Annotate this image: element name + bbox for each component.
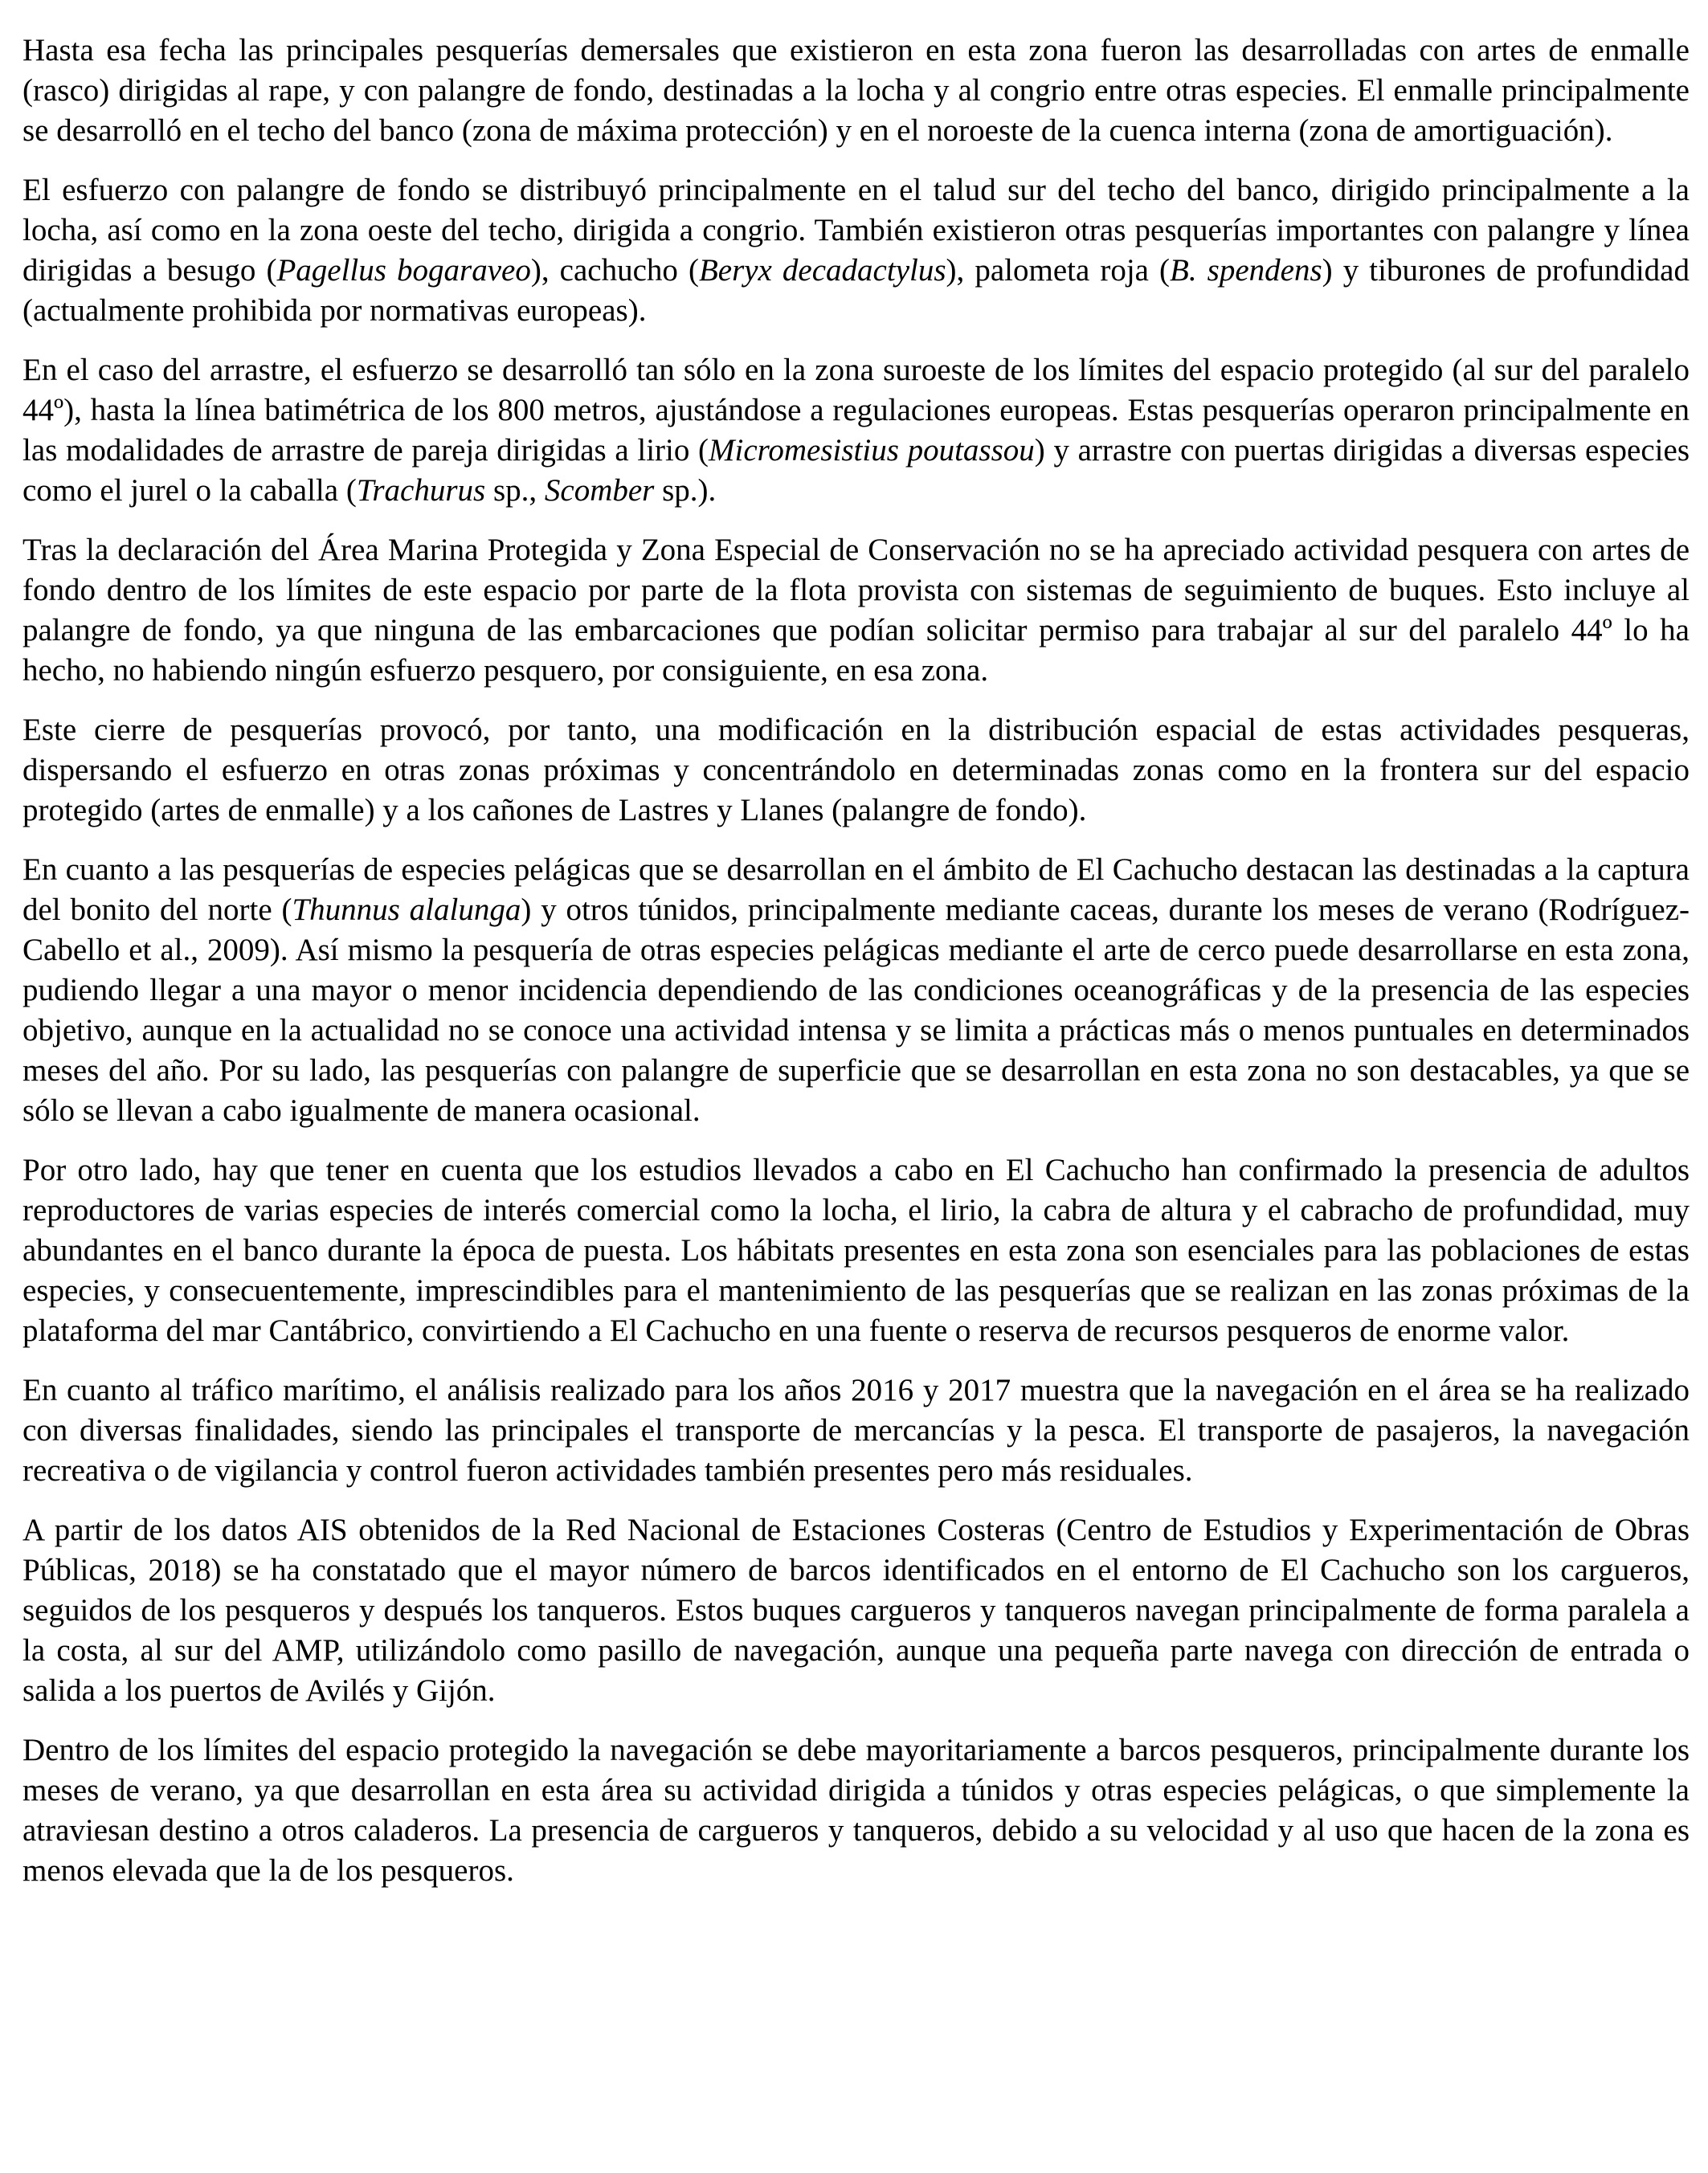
species-name: Pagellus bogaraveo (276, 253, 531, 288)
paragraph-text: Dentro de los límites del espacio protegido la navegación se debe mayoritariamente a barcos pesqueros, principalmente durante los meses de verano, ya que desarrollan en esta área su actividad dirigida a túnidos y otras especies pelágicas, o que simplemente la atraviesan destino a otros caladeros. La presencia de cargueros y tanqueros, debido a su velocidad y al uso que hacen de la zona es menos elevada que la de los pesqueros. (22, 1733, 1690, 1888)
paragraph-text: Hasta esa fecha las principales pesquerías demersales que existieron en esta zona fueron las desarrolladas con artes de enmalle (rasco) dirigidas al rape, y con palangre de fondo, destinadas a la locha y al congrio entre otras especies. El enmalle principalmente se desarrolló en el techo del banco (zona de máxima protección) y en el noroeste de la cuenca interna (zona de amortiguación). (22, 33, 1690, 148)
paragraph-text: En cuanto al tráfico marítimo, el análisis realizado para los años 2016 y 2017 muestra que la navegación en el área se ha realizado con diversas finalidades, siendo las principales el transporte de mercancías y la pesca. El transporte de pasajeros, la navegación recreativa o de vigilancia y control fueron actividades también presentes pero más residuales. (22, 1373, 1690, 1488)
species-name: Micromesistius poutassou (709, 433, 1035, 468)
paragraph-text: ) y otros túnidos, principalmente mediante caceas, durante los meses de verano (Rodríguez-Cabello et al., 2009). Así mismo la pesquería de otras especies pelágicas mediante el arte de cerco puede desarrollarse en esta zona, pudiendo llegar a una mayor o menor incidencia dependiendo de las condiciones oceanográficas y de la presencia de las especies objetivo, aunque en la actualidad no se conoce una actividad intensa y se limita a prácticas más o menos puntuales en determinados meses del año. Por su lado, las pesquerías con palangre de superficie que se desarrollan en esta zona no son destacables, ya que se sólo se llevan a cabo igualmente de manera ocasional. (22, 892, 1690, 1128)
species-name: Thunnus alalunga (292, 892, 521, 927)
paragraph-text: ), palometa roja ( (946, 253, 1171, 288)
paragraph-navigation-inside-limits (22, 1730, 1690, 1891)
species-name: Beryx decadactylus (698, 253, 946, 288)
paragraph-text: A partir de los datos AIS obtenidos de la Red Nacional de Estaciones Costeras (Centro de Estudios y Experimentación de Obras Públicas, 2018) se ha constatado que el mayor número de barcos identificados en el entorno de El Cachucho son los cargueros, seguidos de los pesqueros y después los tanqueros. Estos buques cargueros y tanqueros navegan principalmente de forma paralela a la costa, al sur del AMP, utilizándolo como pasillo de navegación, aunque una pequeña parte navega con dirección de entrada o salida a los puertos de Avilés y Gijón. (22, 1513, 1690, 1708)
paragraph-ais-data (22, 1510, 1690, 1711)
paragraph-text: ), cachucho ( (530, 253, 699, 288)
paragraph-demersal-fisheries (22, 31, 1690, 151)
species-name: Scomber (544, 473, 655, 508)
paragraph-trawling (22, 350, 1690, 511)
paragraph-text: sp.). (654, 473, 717, 508)
paragraph-text: Este cierre de pesquerías provocó, por tanto, una modificación en la distribución espacial de estas actividades pesqueras, dispersando el esfuerzo en otras zonas próximas y concentrándolo en determinadas zonas como en la frontera sur del espacio protegido (artes de enmalle) y a los cañones de Lastres y Llanes (palangre de fondo). (22, 713, 1690, 827)
paragraph-fishery-closure (22, 710, 1690, 831)
document-page (22, 31, 1690, 1910)
paragraph-text: Por otro lado, hay que tener en cuenta que los estudios llevados a cabo en El Cachucho han confirmado la presencia de adultos reproductores de varias especies de interés comercial como la locha, el lirio, la cabra de altura y el cabracho de profundidad, muy abundantes en el banco durante la época de puesta. Los hábitats presentes en esta zona son esenciales para las poblaciones de estas especies, y consecuentemente, imprescindibles para el mantenimiento de las pesquerías que se realizan en las zonas próximas de la plataforma del mar Cantábrico, convirtiendo a El Cachucho en una fuente o reserva de recursos pesqueros de enorme valor. (22, 1153, 1690, 1348)
paragraph-text: En el caso del arrastre, el esfuerzo se desarrolló tan sólo en la zona suroeste de los límites del espacio protegido (al sur del paralelo 44º), hasta la línea batimétrica de los 800 metros, ajustándose a regulaciones europeas. Estas pesquerías operaron principalmente en las modalidades de arrastre de pareja dirigidas a lirio ( (22, 353, 1690, 468)
paragraph-text: ) y tiburones de profundidad (actualmente prohibida por normativas europeas). (22, 253, 1690, 328)
paragraph-text: ) y arrastre con puertas dirigidas a diversas especies como el jurel o la caballa ( (22, 433, 1690, 508)
paragraph-text: En cuanto a las pesquerías de especies pelágicas que se desarrollan en el ámbito de El Cachucho destacan las destinadas a la captura del bonito del norte ( (22, 852, 1690, 927)
paragraph-text: El esfuerzo con palangre de fondo se distribuyó principalmente en el talud sur del techo del banco, dirigido principalmente a la locha, así como en la zona oeste del techo, dirigida a congrio. También existieron otras pesquerías importantes con palangre y línea dirigidas a besugo ( (22, 173, 1690, 288)
species-name: Trachurus (356, 473, 486, 508)
paragraph-reproductive-adults (22, 1150, 1690, 1351)
paragraph-bottom-longline (22, 170, 1690, 331)
paragraph-pelagic-fisheries (22, 850, 1690, 1131)
paragraph-text: sp., (485, 473, 545, 508)
paragraph-maritime-traffic (22, 1370, 1690, 1491)
paragraph-text: Tras la declaración del Área Marina Protegida y Zona Especial de Conservación no se ha apreciado actividad pesquera con artes de fondo dentro de los límites de este espacio por parte de la flota provista con sistemas de seguimiento de buques. Esto incluye al palangre de fondo, ya que ninguna de las embarcaciones que podían solicitar permiso para trabajar al sur del paralelo 44º lo ha hecho, no habiendo ningún esfuerzo pesquero, por consiguiente, en esa zona. (22, 533, 1690, 688)
species-name: B. spendens (1170, 253, 1322, 288)
paragraph-protected-area-declaration (22, 530, 1690, 691)
